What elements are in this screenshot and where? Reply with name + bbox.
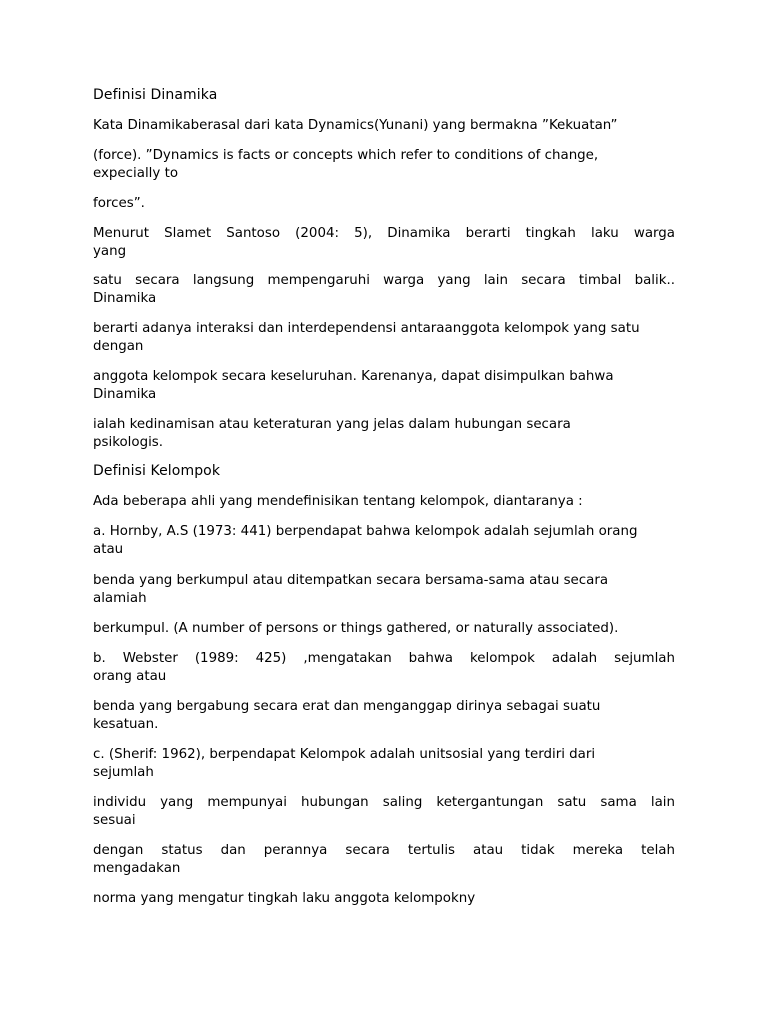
- paragraph-forces: forces”.: [93, 196, 145, 211]
- paragraph-line: alamiah: [93, 590, 147, 606]
- paragraph-sherif: [93, 746, 675, 781]
- paragraph-hornby: [93, 523, 675, 558]
- paragraph-norma: norma yang mengatur tingkah laku anggota kelompokny: [93, 891, 476, 906]
- paragraph-line: atau: [93, 541, 124, 557]
- paragraph-line: orang atau: [93, 668, 167, 684]
- paragraph-benda-berkumpul: [93, 572, 675, 607]
- paragraph-satu-secara: [93, 272, 675, 307]
- paragraph-line: mengadakan: [93, 860, 181, 876]
- paragraph-line: Dinamika: [93, 290, 157, 306]
- paragraph-anggota-kelompok: [93, 368, 675, 403]
- heading-definisi-dinamika: Definisi Dinamika: [93, 87, 218, 103]
- paragraph-menurut-santoso: [93, 225, 675, 260]
- paragraph-line: ialah kedinamisan atau keteraturan yang jelas dalam hubungan secara: [93, 417, 571, 432]
- paragraph-webster: [93, 650, 675, 685]
- paragraph-line: a. Hornby, A.S (1973: 441) berpendapat bahwa kelompok adalah sejumlah orang: [93, 524, 638, 539]
- paragraph-line: benda yang berkumpul atau ditempatkan secara bersama-sama atau secara: [93, 573, 609, 588]
- paragraph-force: [93, 147, 675, 182]
- paragraph-kata-dinamika: Kata Dinamikaberasal dari kata Dynamics(Yunani) yang bermakna ”Kekuatan”: [93, 118, 618, 133]
- paragraph-ialah-kedinamisan: [93, 416, 675, 451]
- paragraph-line: kesatuan.: [93, 716, 159, 732]
- paragraph-line: sesuai: [93, 812, 136, 828]
- paragraph-ada-beberapa: Ada beberapa ahli yang mendefinisikan tentang kelompok, diantaranya :: [93, 494, 583, 509]
- paragraph-line: expecially to: [93, 165, 179, 181]
- paragraph-individu: [93, 794, 675, 829]
- paragraph-line: individu yang mempunyai hubungan saling ketergantungan satu sama lain: [93, 795, 675, 810]
- paragraph-line: benda yang bergabung secara erat dan menganggap dirinya sebagai suatu: [93, 699, 601, 714]
- paragraph-berarti-adanya: [93, 320, 675, 355]
- paragraph-line: b. Webster (1989: 425) ,mengatakan bahwa kelompok adalah sejumlah: [93, 651, 675, 666]
- paragraph-line: anggota kelompok secara keseluruhan. Karenanya, dapat disimpulkan bahwa: [93, 369, 614, 384]
- paragraph-line: berarti adanya interaksi dan interdependensi antaraanggota kelompok yang satu: [93, 321, 640, 336]
- paragraph-line: dengan status dan perannya secara tertulis atau tidak mereka telah: [93, 843, 675, 858]
- paragraph-line: satu secara langsung mempengaruhi warga yang lain secara timbal balik..: [93, 273, 675, 288]
- heading-definisi-kelompok: Definisi Kelompok: [93, 463, 221, 479]
- paragraph-line: (force). ”Dynamics is facts or concepts which refer to conditions of change,: [93, 148, 599, 163]
- paragraph-berkumpul: berkumpul. (A number of persons or things gathered, or naturally associated).: [93, 621, 619, 636]
- paragraph-line: sejumlah: [93, 764, 154, 780]
- paragraph-line: dengan: [93, 338, 144, 354]
- paragraph-line: Dinamika: [93, 386, 157, 402]
- paragraph-line: psikologis.: [93, 434, 164, 450]
- paragraph-line: Menurut Slamet Santoso (2004: 5), Dinamika berarti tingkah laku warga: [93, 226, 675, 241]
- paragraph-benda-bergabung: [93, 698, 675, 733]
- paragraph-dengan-status: [93, 842, 675, 877]
- paragraph-line: c. (Sherif: 1962), berpendapat Kelompok adalah unitsosial yang terdiri dari: [93, 747, 596, 762]
- paragraph-line: yang: [93, 243, 127, 259]
